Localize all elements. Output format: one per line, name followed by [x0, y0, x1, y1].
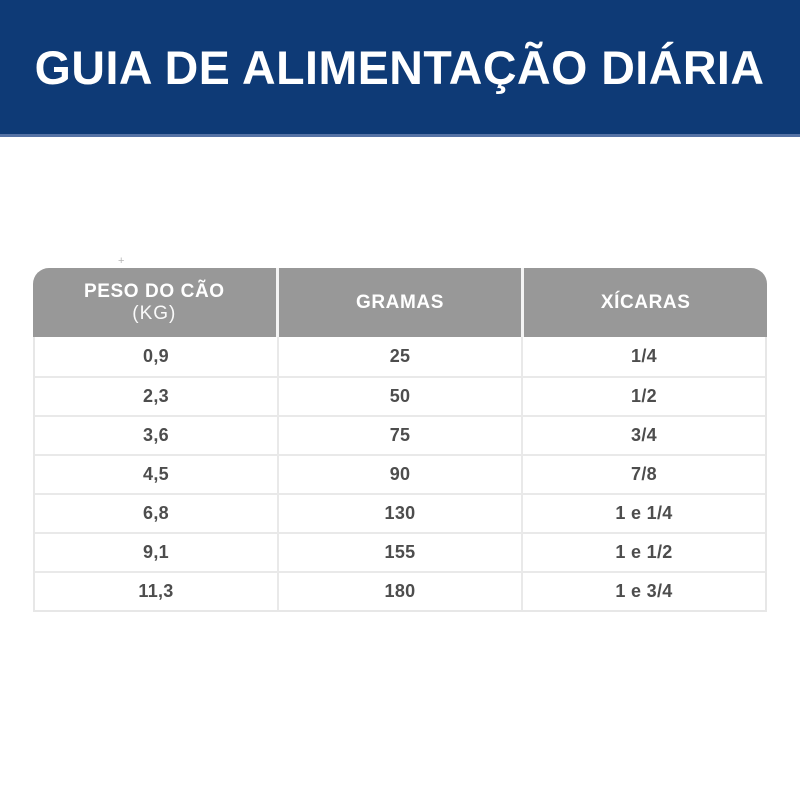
cell-cups: 1/4 — [521, 337, 765, 376]
column-header-grams — [276, 268, 522, 337]
cell-grams: 50 — [277, 378, 521, 415]
cell-weight: 6,8 — [143, 503, 169, 523]
cell-grams: 180 — [277, 573, 521, 610]
cell-cups: 3/4 — [521, 417, 765, 454]
table-row — [35, 493, 765, 532]
table-row — [35, 532, 765, 571]
cell-grams: 75 — [277, 417, 521, 454]
cell-weight: 3,6 — [143, 425, 169, 445]
cell-cups: 1 e 3/4 — [521, 573, 765, 610]
page-title: GUIA DE ALIMENTAÇÃO DIÁRIA — [35, 40, 765, 94]
cell-grams: 130 — [277, 495, 521, 532]
cell-weight: 0,9 — [143, 346, 169, 366]
cell-cups: 1 e 1/4 — [521, 495, 765, 532]
column-header-grams-label: GRAMAS — [355, 291, 445, 313]
cell-grams: 25 — [277, 337, 521, 376]
column-header-cups-label: XÍCARAS — [600, 291, 691, 313]
table-row — [35, 337, 765, 376]
cell-grams: 90 — [277, 456, 521, 493]
table-body — [33, 337, 767, 612]
cell-weight: 4,5 — [143, 464, 169, 484]
cell-cups: 1 e 1/2 — [521, 534, 765, 571]
table-row — [35, 571, 765, 610]
cell-cups: 1/2 — [521, 378, 765, 415]
table-header-row — [33, 268, 767, 337]
cell-weight: 11,3 — [138, 581, 174, 601]
table-row — [35, 415, 765, 454]
cell-weight: 9,1 — [143, 542, 169, 562]
column-header-cups — [521, 268, 767, 337]
stray-plus-mark: + — [118, 255, 125, 267]
cell-weight: 2,3 — [143, 386, 169, 406]
table-row — [35, 376, 765, 415]
cell-grams: 155 — [277, 534, 521, 571]
feeding-guide-table — [33, 268, 767, 612]
table-row — [35, 454, 765, 493]
column-header-weight-unit: (KG) — [132, 302, 177, 324]
column-header-weight — [33, 268, 276, 337]
column-header-weight-label: PESO DO CÃO — [83, 280, 225, 302]
title-banner — [0, 0, 800, 137]
cell-cups: 7/8 — [521, 456, 765, 493]
